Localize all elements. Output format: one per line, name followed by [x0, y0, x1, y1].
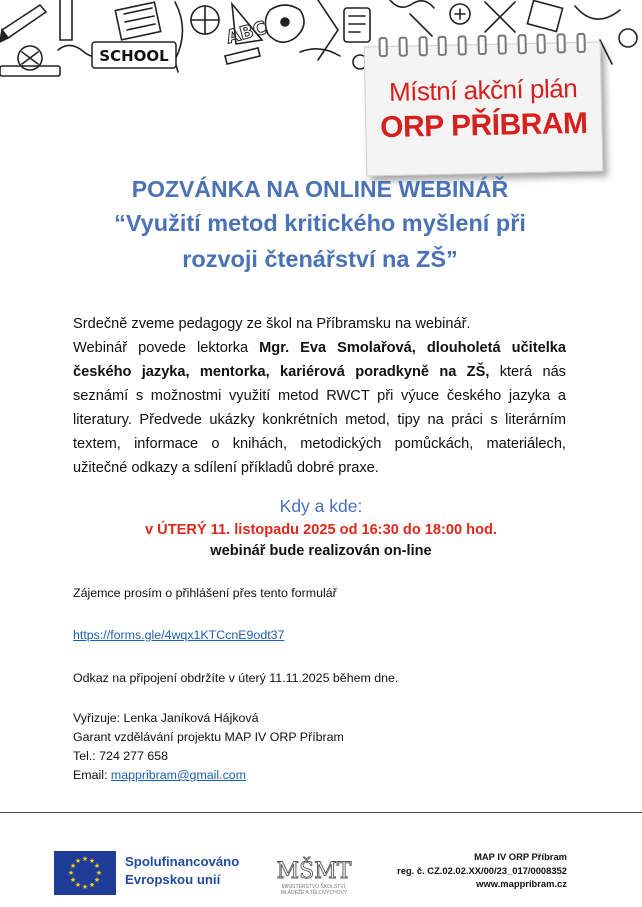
registration-text: Zájemce prosím o přihlášení přes tento formulář: [73, 586, 337, 600]
contact-email-label: Email:: [73, 768, 111, 782]
project-info: [397, 850, 567, 891]
eu-line2: Evropskou unií: [125, 872, 221, 887]
msmt-caption-line2: MLÁDEŽE A TĚLOVÝCHOVY: [280, 890, 348, 896]
registration-link[interactable]: https://forms.gle/4wqx1KTCcnE9odt37: [73, 628, 285, 642]
svg-text:★: ★: [93, 862, 101, 870]
doodle-abc: ABC: [223, 17, 269, 49]
connection-note: Odkaz na připojení obdržíte v úterý 11.11.2025 během dne.: [73, 671, 399, 685]
event-date: v ÚTERÝ 11. listopadu 2025 od 16:30 do 18:00 hod.: [145, 522, 497, 538]
contact-email-row: [73, 766, 246, 784]
invitation-heading: POZVÁNKA NA ONLINE WEBINÁŘ: [131, 176, 509, 202]
map-logo-line2: ORP PŘÍBRAM: [379, 106, 588, 145]
webinar-title-line1: “Využití metod kritického myšlení při: [114, 210, 526, 236]
project-name: MAP IV ORP Příbram: [474, 851, 567, 862]
svg-text:★: ★: [93, 876, 101, 884]
svg-text:★: ★: [74, 857, 82, 865]
svg-text:★: ★: [69, 876, 77, 884]
msmt-logo-text: MŠMT: [276, 859, 352, 884]
contact-email-link[interactable]: mappribram@gmail.com: [110, 768, 247, 782]
map-logo-card: [364, 42, 604, 177]
doodle-school-word: SCHOOL: [99, 47, 169, 65]
eu-flag-icon: [54, 851, 116, 895]
intro-paragraph: [73, 336, 566, 480]
contact-handler: Vyřizuje: Lenka Janíková Hájková: [73, 711, 259, 725]
eu-cofunding-text: [125, 853, 239, 889]
event-format: webinář bude realizován on-line: [210, 543, 432, 559]
project-reg-number: reg. č. CZ.02.02.XX/00/23_017/0008352: [397, 864, 567, 876]
svg-text:★: ★: [81, 883, 89, 891]
msmt-caption: [262, 884, 366, 896]
svg-text:★: ★: [69, 862, 77, 870]
intro-p2-end: která nás seznámí s možnostmi využití metod RWCT při výuce českého jazyka a literatury. Předvede ukázky konkrétních metod, tipy na práci s literárním textem, informace o knihách, metodických pomůckách, materiálech, užitečné odkazy a sdílení příkladů dobré praxe.: [73, 364, 566, 476]
intro-line1: Srdečně zveme pedagogy ze škol na Příbramsku na webinář.: [73, 316, 471, 332]
intro-p2-start: Webinář povede lektorka: [73, 340, 260, 356]
svg-text:★: ★: [88, 881, 96, 889]
webinar-title-line2: rozvoji čtenářství na ZŠ”: [182, 246, 458, 272]
footer-divider: [0, 812, 642, 813]
svg-text:★: ★: [81, 855, 89, 863]
svg-text:★: ★: [67, 869, 75, 877]
notepad-rings: [378, 33, 585, 53]
lecturer-name: Mgr. Eva Smolařová, dlouholetá učitelka českého jazyka, mentorka, kariérová poradkyně na ZŠ,: [73, 340, 566, 380]
intro-text: [73, 312, 566, 480]
when-where-heading: Kdy a kde:: [279, 496, 363, 516]
svg-text:★: ★: [88, 857, 96, 865]
svg-text:★: ★: [74, 881, 82, 889]
eu-line1: Spolufinancováno: [125, 854, 240, 869]
contact-role: Garant vzdělávání projektu MAP IV ORP Příbram: [73, 730, 344, 744]
contact-phone: Tel.: 724 277 658: [73, 749, 169, 763]
map-logo-line1: Místní akční plán: [388, 73, 578, 107]
svg-text:★: ★: [95, 869, 103, 877]
project-website: www.mappribram.cz: [476, 878, 567, 889]
msmt-caption-line1: MINISTERSTVO ŠKOLSTVÍ,: [281, 884, 347, 890]
